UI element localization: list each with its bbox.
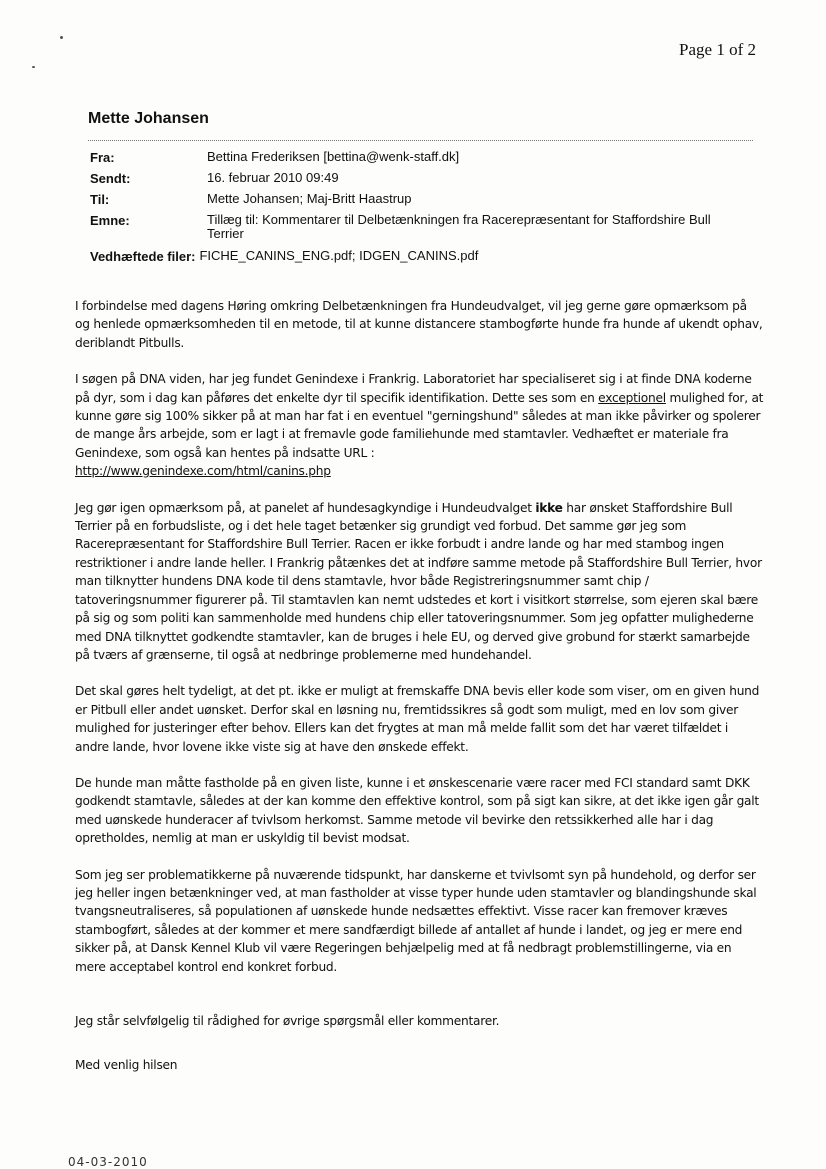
- subject-row: [90, 213, 740, 241]
- sender-name: Mette Johansen: [88, 110, 209, 127]
- genindexe-link[interactable]: http://www.genindexe.com/html/canins.php: [75, 464, 331, 479]
- sent-label: Sendt:: [90, 171, 131, 186]
- paragraph-3-text-b: har ønsket Staffordshire Bull Terrier på en forbudsliste, og i det hele taget betænker sig grundigt ved forbud. Det samme gør jeg som Racerepræsentant for Staffordshire Bull Terrier. Racen er ikke forbudt i andre lande og har med stambog ingen restriktioner i andre lande heller. I Frankrig påtænkes det at indføre samme metode på Staffordshire Bull Terrier, hvor man tilknytter hundens DNA kode til dens stamtavle, hvor både Registreringsnummer samt chip / tatoveringsnummer figurerer på. Til stamtavlen kan nemt udstedes et kort i visitkort størrelse, som ejeren skal bære på sig og som politi kan sammenholde med hundens chip eller tatoveringsnummer. Som jeg opfatter mulighederne med DNA tilknyttet godkendte stamtavler, kan de bruges i hele EU, og derved give grobund for stærkt samarbejde på tværs af grænserne, til også at nedbringe problemerne med hundehandel.: [75, 500, 762, 662]
- body-paragraph-3: [75, 499, 765, 665]
- paragraph-2-text-b: mulighed for, at kunne gøre sig 100% sikker på at man har fat i en eventuel "gerningshund" således at man ikke påvirker og spolerer de mange års arbejde, som er lagt i at fremavle gode familiehunde med stamtavler. Vedhæftet er materiale fra Genindexe, som også kan hentes på indsatte URL :: [75, 390, 764, 460]
- header-divider: [88, 140, 753, 141]
- paragraph-3-text-a: Jeg gør igen opmærksom på, at panelet af hundesagkyndige i Hundeudvalget: [75, 500, 536, 515]
- footer-date: 04-03-2010: [68, 1155, 148, 1169]
- attachments-value: FICHE_CANINS_ENG.pdf; IDGEN_CANINS.pdf: [199, 248, 479, 263]
- paragraph-2-text-a: I søgen på DNA viden, har jeg fundet Genindexe i Frankrig. Laboratoriet har specialiseret sig i at finde DNA koderne på dyr, som i dag kan påføres det enkelte dyr til specifik identifikation. Dette ses som en: [75, 372, 752, 405]
- subject-value: Tillæg til: Kommentarer til Delbetænkningen fra Racerepræsentant for Staffordshire Bull Terrier: [207, 212, 711, 241]
- scan-speck: [32, 66, 35, 68]
- email-body: [75, 297, 765, 1093]
- attachments-label: Vedhæftede filer:: [90, 249, 196, 264]
- bold-word: ikke: [535, 500, 563, 515]
- scan-speck: [60, 36, 63, 39]
- to-row: [90, 192, 740, 207]
- from-row: [90, 150, 740, 165]
- attachments-row: [90, 249, 740, 264]
- sent-value: 16. februar 2010 09:49: [207, 170, 339, 185]
- to-label: Til:: [90, 192, 110, 207]
- underlined-word: exceptionel: [598, 390, 666, 405]
- body-paragraph-4: Det skal gøres helt tydeligt, at det pt. ikke er muligt at fremskaffe DNA bevis eller kode som viser, om en given hund er Pitbull eller andet uønsket. Derfor skal en løsning nu, fremtidssikres så godt som muligt, med en lov som giver mulighed for justeringer efter behov. Ellers kan det frygtes at man må melde fallit som det har været tilfældet i andre lande, hvor lovene ikke viste sig at have den ønskede effekt.: [75, 684, 760, 754]
- body-paragraph-6: Som jeg ser problematikkerne på nuværende tidspunkt, har danskerne et tvivlsomt syn på hundehold, og derfor ser jeg heller ingen betænkninger ved, at man fastholder at visse typer hunde uden stamtavler og blandingshunde skal tvangsneutraliseres, så populationen af uønskede hunde nedsættes effektivt. Visse racer kan fremover kræves stambogført, således at der kommer et mere sandfærdigt billede af antallet af hunde i landet, og jeg er mere end sikker på, at Dansk Kennel Klub vil være Regeringen behjælpelig med at få nedbragt problemstillingerne, via en mere acceptabel kontrol end konkret forbud.: [75, 867, 757, 974]
- from-label: Fra:: [90, 150, 115, 165]
- subject-label: Emne:: [90, 213, 130, 228]
- body-paragraph-1: I forbindelse med dagens Høring omkring Delbetænkningen fra Hundeudvalget, vil jeg gerne gøre opmærksom på og henlede opmærksomheden til en metode, til at kunne distancere stambogførte hunde fra hunde af ukendt ophav, deriblandt Pitbulls.: [75, 299, 763, 350]
- closing-line: Jeg står selvfølgelig til rådighed for øvrige spørgsmål eller kommentarer.: [75, 1014, 500, 1028]
- body-paragraph-5: De hunde man måtte fastholde på en given liste, kunne i et ønskescenarie være racer med FCI standard samt DKK godkendt stamtavle, således at der kan komme den effektive kontrol, som på sigt kan sikre, at det ikke igen går galt med uønskede hunderacer af tvivlsom herkomst. Samme metode vil bevirke den retssikkerhed alle har i dag opretholdes, nemlig at man er uskyldig til bevist modsat.: [75, 775, 759, 846]
- sent-row: [90, 171, 740, 186]
- signoff: Med venlig hilsen: [75, 1058, 178, 1073]
- email-header: [90, 150, 740, 270]
- page-number: Page 1 of 2: [679, 40, 756, 59]
- to-value: Mette Johansen; Maj-Britt Haastrup: [207, 191, 412, 206]
- from-value: Bettina Frederiksen [bettina@wenk-staff.dk]: [207, 149, 460, 164]
- body-paragraph-2: [75, 370, 765, 480]
